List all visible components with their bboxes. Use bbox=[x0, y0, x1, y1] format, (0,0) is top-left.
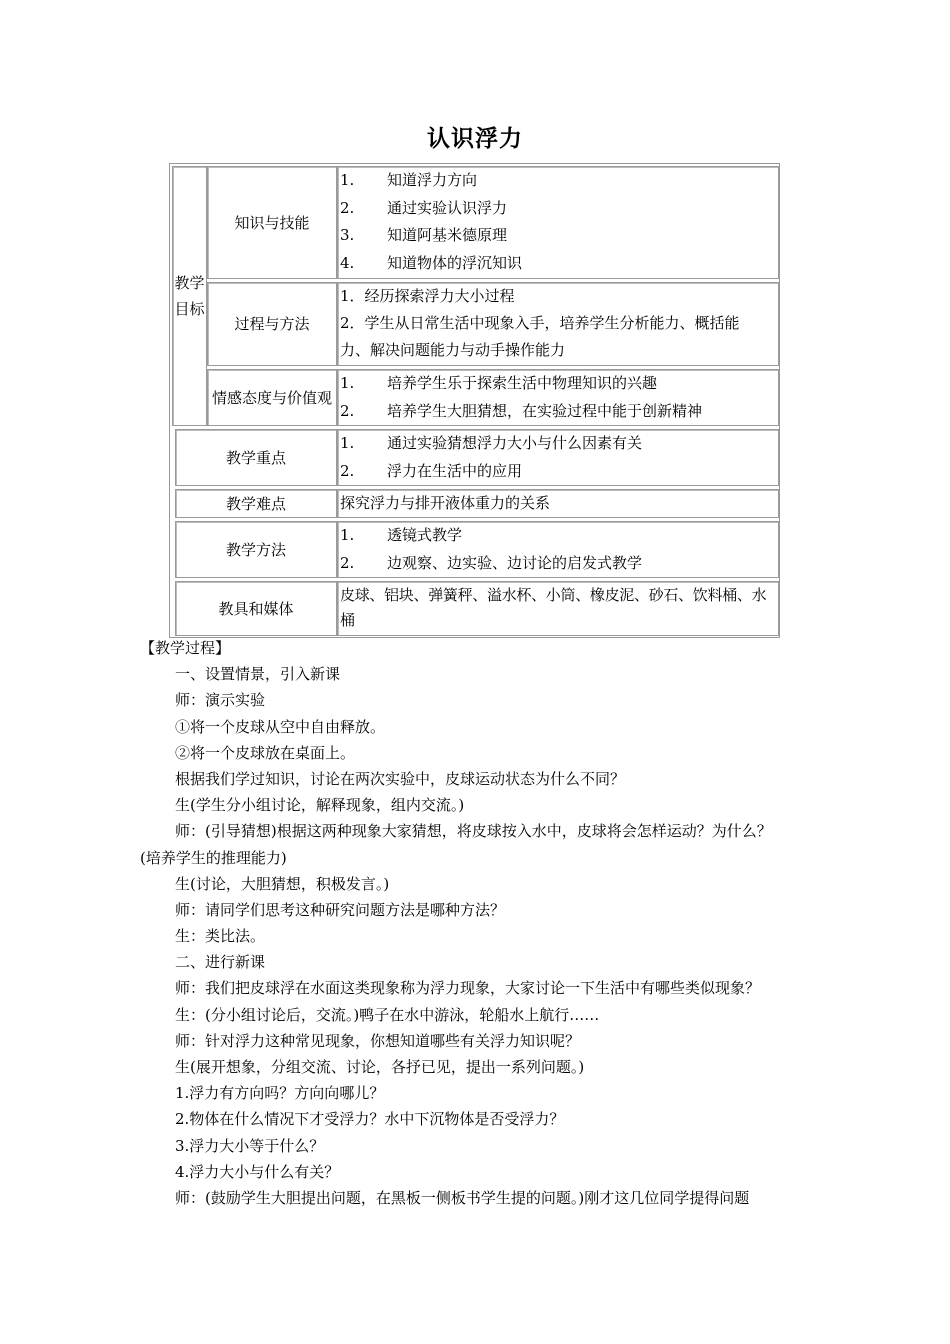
objectives-table bbox=[169, 163, 780, 638]
item-number: 3. bbox=[340, 226, 355, 244]
body-line: 生：(分小组讨论后，交流。)鸭子在水中游泳，轮船水上航行…… bbox=[175, 1005, 600, 1024]
body-line: 生(展开想象，分组交流、讨论，各抒已见，提出一系列问题。) bbox=[175, 1058, 585, 1076]
body-line: 生(讨论，大胆猜想，积极发言。) bbox=[175, 874, 390, 893]
objectives-label-line2: 目标 bbox=[174, 300, 205, 318]
item-text: 培养学生大胆猜想，在实验过程中能于创新精神 bbox=[387, 401, 703, 420]
page-title: 认识浮力 bbox=[427, 125, 523, 152]
item-number: 1. bbox=[340, 171, 355, 189]
process-label-cell bbox=[207, 282, 337, 366]
media-label-cell bbox=[175, 581, 337, 636]
difficulty-text-cell bbox=[337, 489, 779, 518]
body-line: (培养学生的推理能力) bbox=[140, 848, 287, 867]
body-line: 师：请同学们思考这种研究问题方法是哪种方法？ bbox=[175, 900, 506, 919]
item-text: 培养学生乐于探索生活中物理知识的兴趣 bbox=[387, 374, 658, 392]
media-line: 桶 bbox=[340, 611, 356, 629]
body-line: 1.浮力有方向吗？方向向哪儿？ bbox=[175, 1084, 385, 1103]
item-number: 2. bbox=[340, 401, 355, 420]
process-label: 过程与方法 bbox=[234, 315, 310, 333]
item-text: 边观察、边实验、边讨论的启发式教学 bbox=[387, 553, 643, 572]
item-text: 知道浮力方向 bbox=[387, 171, 478, 189]
item-number: 2. bbox=[340, 461, 355, 480]
body-line: 生：类比法。 bbox=[175, 927, 266, 946]
body-line: 根据我们学过知识，讨论在两次实验中，皮球运动状态为什么不同？ bbox=[175, 769, 626, 788]
list-item bbox=[340, 550, 778, 578]
objectives-label-cell bbox=[172, 166, 207, 426]
list-item bbox=[340, 458, 778, 486]
item-number: 2. bbox=[340, 198, 355, 217]
key-points-label: 教学重点 bbox=[225, 448, 286, 467]
difficulty-label: 教学难点 bbox=[225, 494, 286, 513]
item-number: 1. bbox=[340, 434, 355, 452]
methods-label: 教学方法 bbox=[225, 540, 286, 559]
list-item bbox=[340, 398, 778, 426]
list-item bbox=[340, 430, 778, 458]
item-text: 浮力在生活中的应用 bbox=[387, 461, 523, 480]
body-lines bbox=[140, 661, 820, 1211]
key-points-label-cell bbox=[175, 429, 337, 486]
item-number: 2. bbox=[340, 553, 355, 572]
item-text: 知道阿基米德原理 bbox=[387, 226, 508, 244]
process-heading: 【教学过程】 bbox=[140, 639, 231, 657]
body-line: 4.浮力大小与什么有关？ bbox=[175, 1162, 340, 1181]
attitude-label-cell bbox=[207, 369, 337, 426]
knowledge-items-cell bbox=[337, 166, 779, 279]
attitude-items-cell bbox=[337, 369, 779, 426]
process-line: 力、解决问题能力与动手操作能力 bbox=[340, 341, 566, 359]
methods-label-cell bbox=[175, 521, 337, 578]
item-text: 通过实验认识浮力 bbox=[387, 198, 508, 217]
process-line: 2．学生从日常生活中现象入手，培养学生分析能力、概括能 bbox=[340, 314, 740, 332]
item-number: 1. bbox=[340, 526, 355, 544]
knowledge-label-cell bbox=[207, 166, 337, 279]
media-line: 皮球、铝块、弹簧秤、溢水杯、小筒、橡皮泥、砂石、饮料桶、水 bbox=[340, 586, 767, 604]
list-item bbox=[340, 222, 778, 250]
difficulty-label-cell bbox=[175, 489, 337, 518]
body-line: 一、设置情景，引入新课 bbox=[175, 665, 341, 684]
media-text-cell bbox=[337, 581, 779, 636]
methods-items-cell bbox=[337, 521, 779, 578]
lesson-process bbox=[140, 635, 820, 1211]
body-line: ②将一个皮球放在桌面上。 bbox=[175, 743, 356, 762]
body-line: 师：(引导猜想)根据这两种现象大家猜想，将皮球按入水中，皮球将会怎样运动？为什么？ bbox=[175, 822, 772, 841]
objectives-label-line1: 教学 bbox=[174, 274, 205, 292]
body-line: ①将一个皮球从空中自由释放。 bbox=[175, 717, 386, 736]
difficulty-text: 探究浮力与排开液体重力的关系 bbox=[340, 494, 551, 512]
process-text-cell bbox=[337, 282, 779, 366]
process-line: 1．经历探索浮力大小过程 bbox=[340, 287, 515, 305]
media-label: 教具和媒体 bbox=[218, 599, 294, 618]
list-item bbox=[340, 522, 778, 550]
item-text: 通过实验猜想浮力大小与什么因素有关 bbox=[387, 434, 643, 452]
key-points-items-cell bbox=[337, 429, 779, 486]
list-item bbox=[340, 195, 778, 223]
knowledge-label: 知识与技能 bbox=[234, 213, 310, 232]
body-line: 3.浮力大小等于什么？ bbox=[175, 1136, 325, 1155]
item-number: 1. bbox=[340, 374, 355, 392]
body-line: 生(学生分小组讨论，解释现象，组内交流。) bbox=[175, 796, 465, 815]
item-text: 知道物体的浮沉知识 bbox=[387, 253, 523, 272]
list-item bbox=[340, 167, 778, 195]
item-text: 透镜式教学 bbox=[387, 526, 463, 544]
body-line: 师：针对浮力这种常见现象，你想知道哪些有关浮力知识呢？ bbox=[175, 1031, 581, 1050]
body-line: 2.物体在什么情况下才受浮力？水中下沉物体是否受浮力？ bbox=[175, 1110, 565, 1129]
list-item bbox=[340, 250, 778, 278]
body-line: 师：(鼓励学生大胆提出问题，在黑板一侧板书学生提的问题。)刚才这几位同学提得问题 bbox=[175, 1188, 750, 1207]
item-number: 4. bbox=[340, 253, 355, 272]
body-line: 师：我们把皮球浮在水面这类现象称为浮力现象，大家讨论一下生活中有哪些类似现象？ bbox=[175, 979, 761, 998]
attitude-label: 情感态度与价值观 bbox=[211, 388, 332, 407]
list-item bbox=[340, 370, 778, 398]
body-line: 二、进行新课 bbox=[175, 953, 266, 972]
body-line: 师：演示实验 bbox=[175, 691, 266, 710]
